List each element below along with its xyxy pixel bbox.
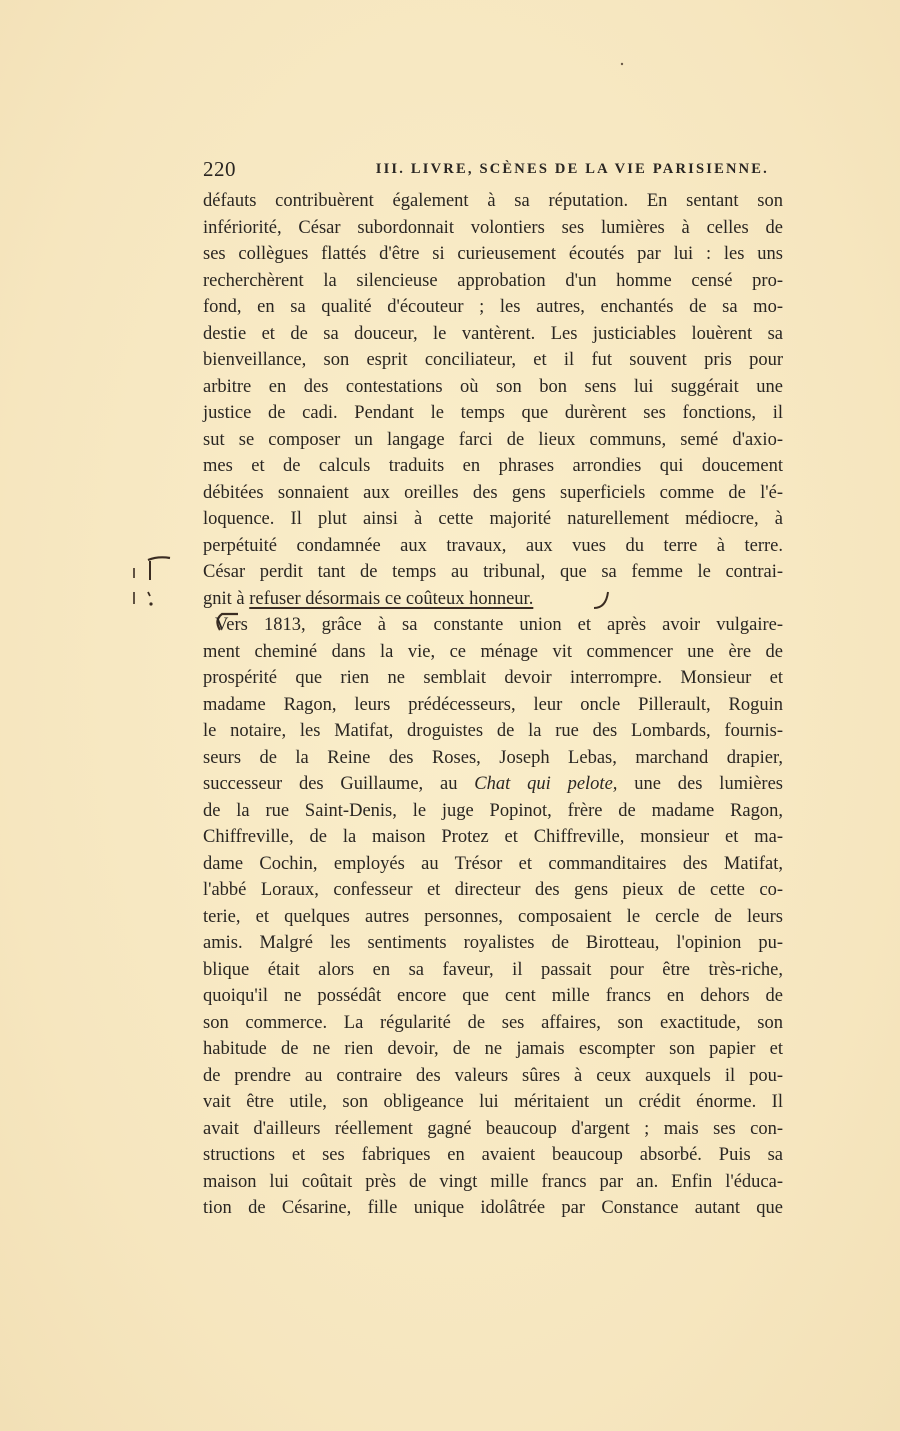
text-line: destie et de sa douceur, le vantèrent. Les justiciables louèrent sa — [203, 323, 783, 344]
text-line: infériorité, César subordonnait volontiers ses lumières à celles de — [203, 217, 783, 238]
text-line: vait être utile, son obligeance lui méritaient un crédit énorme. Il — [203, 1092, 783, 1112]
text-line: Chiffreville, de la maison Protez et Chiffreville, monsieur et ma- — [203, 827, 783, 847]
ink-speck — [618, 55, 626, 63]
text-line: fond, en sa qualité d'écouteur ; les autres, enchantés de sa mo- — [203, 297, 783, 317]
text-line: terie, et quelques autres personnes, composaient le cercle de leurs — [203, 906, 783, 927]
page-text-block — [203, 150, 783, 1222]
text-line: habitude de ne rien devoir, de ne jamais escompter son papier et — [203, 1039, 783, 1059]
running-title: III. LIVRE, SCÈNES DE LA VIE PARISIENNE. — [375, 161, 769, 177]
italic-title: Chat qui pelote, — [474, 774, 618, 794]
page-number: 220 — [203, 157, 236, 181]
text-line: perpétuité condamnée aux travaux, aux vues du terre à terre. — [203, 535, 783, 556]
text-line: de prendre au contraire des valeurs sûres à ceux auxquels il pou- — [203, 1065, 783, 1086]
text-line: de la rue Saint-Denis, le juge Popinot, frère de madame Ragon, — [203, 800, 783, 821]
text-line: arbitre en des contestations où son bon sens lui suggérait une — [203, 376, 783, 397]
text-fragment: successeur des Guillaume, au — [203, 774, 475, 794]
text-line: bienveillance, son esprit conciliateur, et il fut souvent pris pour — [203, 350, 783, 370]
text-line: débitées sonnaient aux oreilles des gens superficiels comme de l'é- — [203, 482, 783, 503]
text-line: recherchèrent la silencieuse approbation d'un homme censé pro- — [203, 270, 783, 291]
text-line: quoiqu'il ne possédât encore que cent mille francs en dehors de — [203, 986, 783, 1006]
margin-annotation-mark — [126, 552, 176, 612]
text-line: dame Cochin, employés au Trésor et commanditaires des Matifat, — [203, 853, 783, 874]
text-line: Vers 1813, grâce à sa constante union et après avoir vulgaire- — [215, 615, 783, 635]
text-line: défauts contribuèrent également à sa réputation. En sentant son — [203, 191, 783, 211]
running-head — [203, 150, 783, 188]
underlined-phrase: refuser désormais ce coûteux honneur. — [249, 588, 534, 609]
text-line: sut se composer un langage farci de lieux communs, semé d'axio- — [203, 429, 783, 450]
text-line: seurs de la Reine des Roses, Joseph Lebas, marchand drapier, — [203, 747, 783, 768]
paragraph-1 — [203, 188, 783, 612]
paragraph-2 — [203, 612, 783, 1222]
text-fragment: gnit à — [203, 588, 250, 609]
text-line: amis. Malgré les sentiments royalistes de Birotteau, l'opinion pu- — [203, 933, 783, 953]
text-line: blique était alors en sa faveur, il passait pour être très-riche, — [203, 959, 783, 980]
text-line: l'abbé Loraux, confesseur et directeur des gens pieux de cette co- — [203, 880, 783, 900]
text-line: justice de cadi. Pendant le temps que durèrent ses fonctions, il — [203, 403, 783, 423]
text-line: tion de Césarine, fille unique idolâtrée par Constance autant que — [203, 1198, 783, 1218]
text-line: madame Ragon, leurs prédécesseurs, leur oncle Pillerault, Roguin — [203, 694, 783, 715]
text-fragment: une des lumières — [617, 774, 784, 794]
text-line: ment cheminé dans la vie, ce ménage vit commencer une ère de — [203, 641, 783, 662]
text-line: César perdit tant de temps au tribunal, que sa femme le contrai- — [203, 562, 783, 582]
text-line: ses collègues flattés d'être si curieusement écoutés par lui : les uns — [203, 244, 783, 264]
text-line-italic — [203, 771, 783, 798]
text-line: structions et ses fabriques en avaient beaucoup absorbé. Puis sa — [203, 1145, 783, 1165]
text-line: mes et de calculs traduits en phrases arrondies qui doucement — [203, 456, 783, 476]
text-line: loquence. Il plut ainsi à cette majorité naturellement médiocre, à — [203, 509, 783, 529]
text-line: avait d'ailleurs réellement gagné beaucoup d'argent ; mais ses con- — [203, 1118, 783, 1139]
text-line: prospérité que rien ne semblait devoir interrompre. Monsieur et — [203, 668, 783, 688]
text-line: maison lui coûtait près de vingt mille francs par an. Enfin l'éduca- — [203, 1171, 783, 1192]
text-line-underlined — [203, 586, 783, 613]
text-line: son commerce. La régularité de ses affaires, son exactitude, son — [203, 1012, 783, 1033]
text-line: le notaire, les Matifat, droguistes de la rue des Lombards, fournis- — [203, 721, 783, 741]
